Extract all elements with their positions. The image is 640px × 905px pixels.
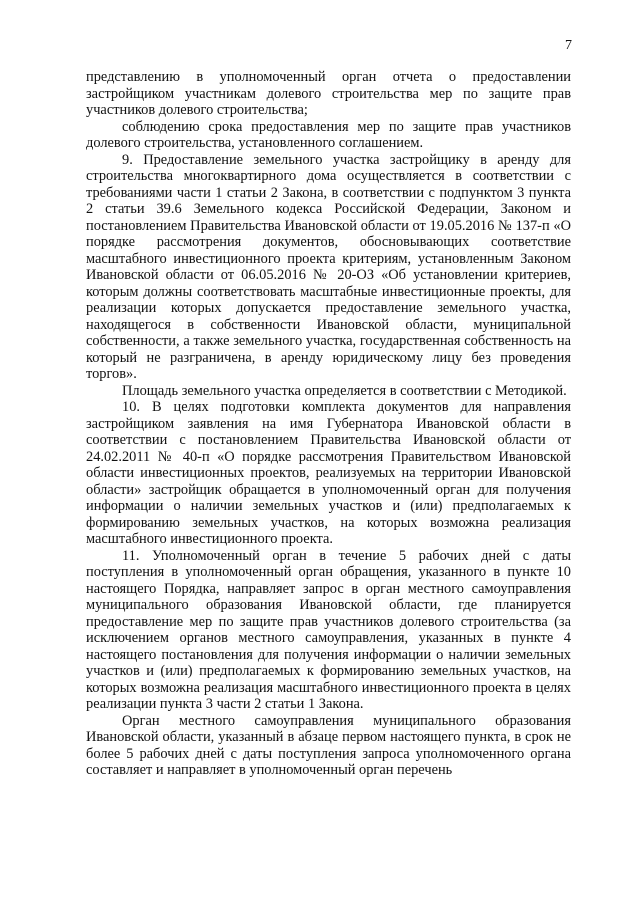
paragraph-item-11: 11. Уполномоченный орган в течение 5 рабочих дней с даты поступления в уполномоченный орган обращения, указанного в пункте 10 настоящего Порядка, направляет запрос в орган местного самоуправления муниципального образования Ивановской области, где планируется предоставление мер по защите прав участников долевого строительства (за исключением органов местного самоуправления, указанных в пункте 4 настоящего постановления для получения информации о наличии земельных участков и (или) предполагаемых к формированию земельных участков, на которых возможна реализация масштабного инвестиционного проекта в целях реализации пункта 3 части 2 статьи 1 Закона. — [86, 547, 571, 712]
paragraph-item-10: 10. В целях подготовки комплекта документов для направления застройщиком заявления на имя Губернатора Ивановской области в соответствии с постановлением Правительства Ивановской области от 24.02.2011 № 40-п «О порядке рассмотрения Правительством Ивановской области инвестиционных проектов, реализуемых на территории Ивановской области» застройщик обращается в уполномоченный орган для получения информации о наличии земельных участков и (или) предполагаемых к формированию земельных участков, на которых возможна реализация масштабного инвестиционного проекта. — [86, 399, 571, 547]
paragraph-item-9: 9. Предоставление земельного участка застройщику в аренду для строительства многоквартирного дома осуществляется в соответствии с требованиями части 1 статьи 2 Закона, в соответствии с подпунктом 3 пункта 2 статьи 39.6 Земельного кодекса Российской Федерации, Законом и постановлением Правительства Ивановской области от 19.05.2016 № 137-п «О порядке рассмотрения документов, обосновывающих соответствие масштабного инвестиционного проекта критериям, установленным Законом Ивановской области от 06.05.2016 № 20-ОЗ «Об установлении критериев, которым должны соответствовать масштабные инвестиционные проекты, для реализации которых допускается предоставление земельного участка, находящегося в собственности Ивановской области, муниципальной собственности, а также земельного участка, государственная собственность на который не разграничена, в аренду юридическому лицу без проведения торгов». — [86, 151, 571, 382]
paragraph: соблюдению срока предоставления мер по защите прав участников долевого строительства, установленного соглашением. — [86, 118, 571, 151]
paragraph-continuation: представлению в уполномоченный орган отчета о предоставлении застройщиком участникам долевого строительства мер по защите прав участников долевого строительства; — [86, 69, 571, 118]
paragraph: Орган местного самоуправления муниципального образования Ивановской области, указанный в абзаце первом настоящего пункта, в срок не более 5 рабочих дней с даты поступления запроса уполномоченного органа составляет и направляет в уполномоченный орган перечень — [86, 712, 571, 778]
paragraph: Площадь земельного участка определяется в соответствии с Методикой. — [122, 382, 567, 399]
page-number: 7 — [565, 38, 572, 53]
document-body — [86, 69, 571, 779]
